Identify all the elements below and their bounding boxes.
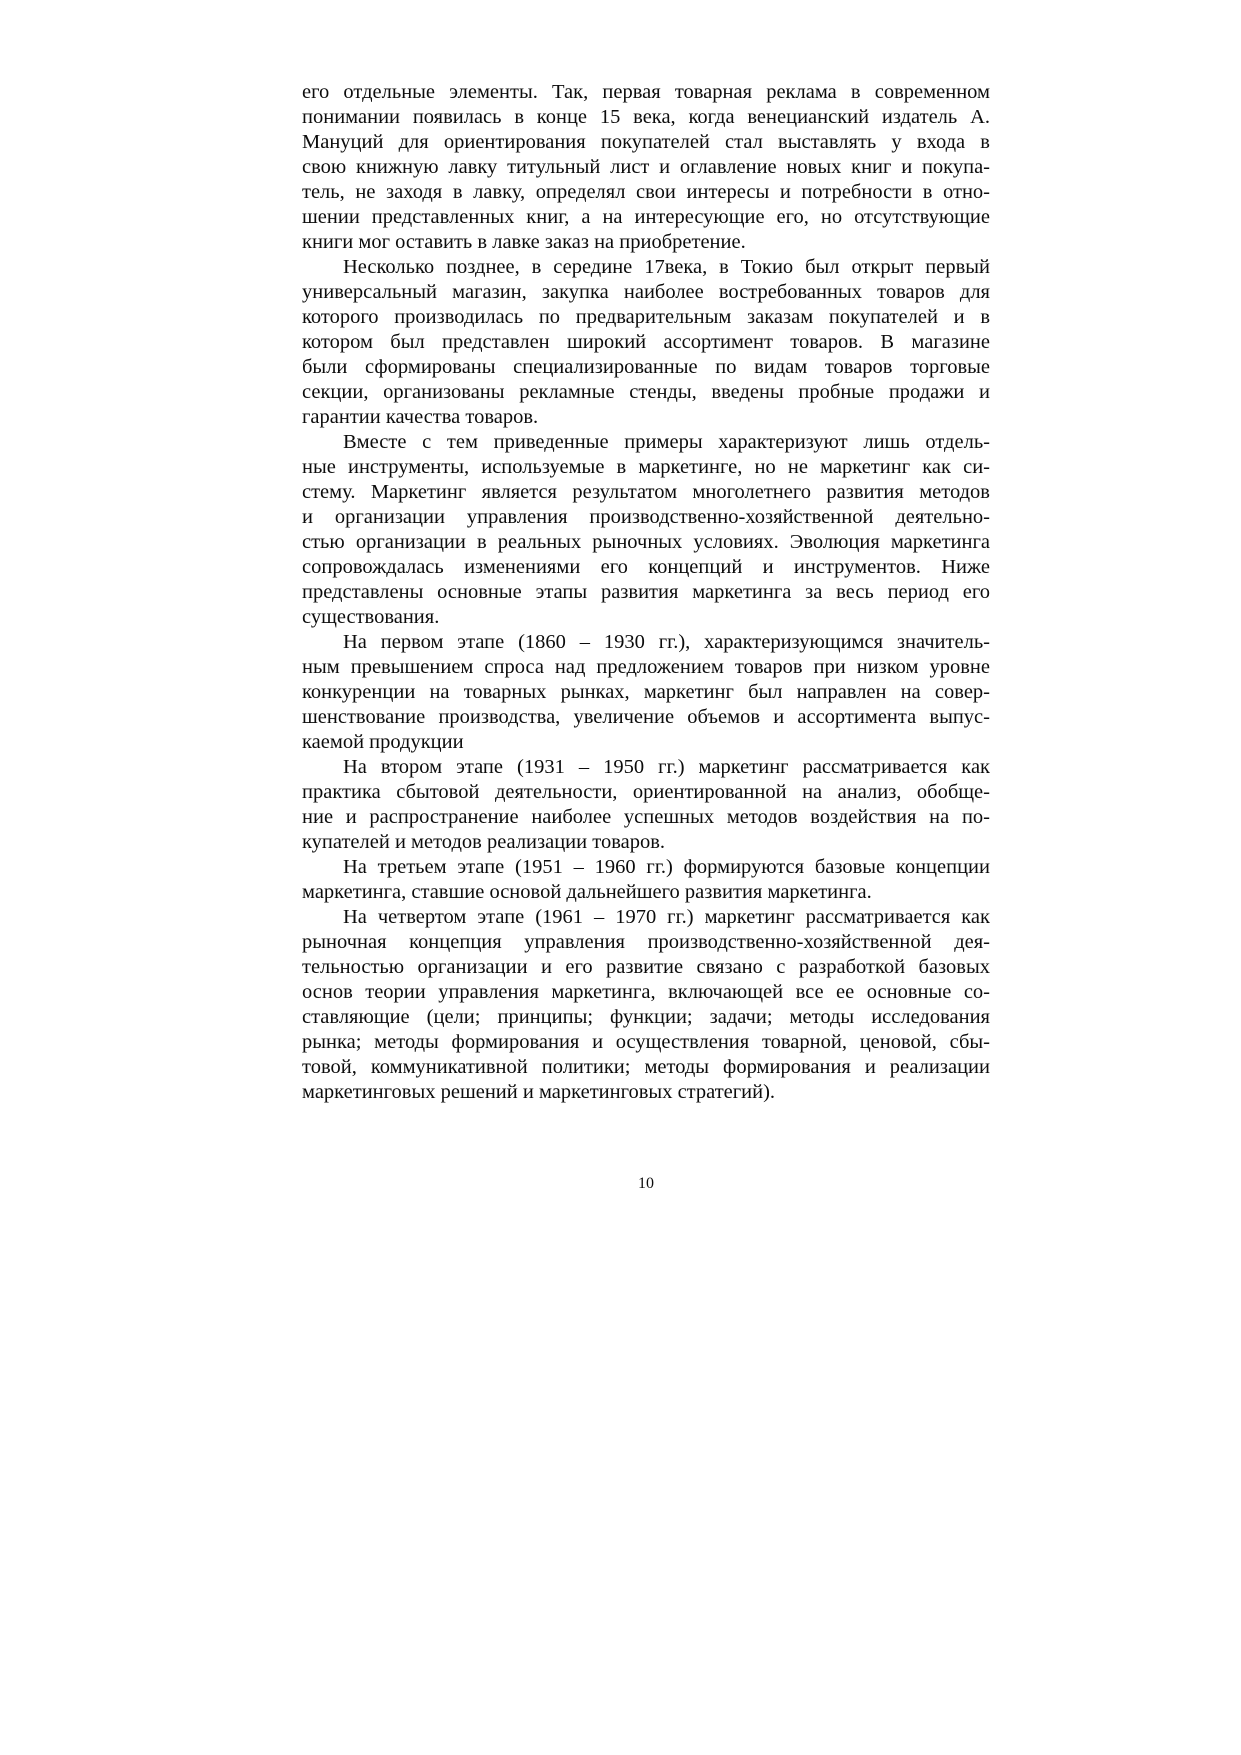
text-line: сопровождалась изменениями его концепций и инструментов. Ниже: [302, 556, 990, 578]
text-line: понимании появилась в конце 15 века, когда венецианский издатель А.: [302, 106, 990, 128]
text-line: шении представленных книг, а на интересующие его, но отсутствующие: [302, 206, 990, 228]
text-line: свою книжную лавку титульный лист и оглавление новых книг и покупа-: [302, 156, 990, 178]
text-line: ные инструменты, используемые в маркетинге, но не маркетинг как си-: [302, 456, 990, 478]
paragraph: [302, 630, 990, 755]
text-line: рынка; методы формирования и осуществления товарной, ценовой, сбы-: [302, 1031, 990, 1053]
text-line: На первом этапе (1860 – 1930 гг.), характеризующимся значитель-: [343, 631, 990, 653]
text-line: Несколько позднее, в середине 17века, в Токио был открыт первый: [343, 256, 990, 278]
page-number: 10: [638, 1175, 654, 1192]
text-line: котором был представлен широкий ассортимент товаров. В магазине: [302, 331, 990, 353]
text-line: стему. Маркетинг является результатом многолетнего развития методов: [302, 481, 990, 503]
text-line: представлены основные этапы развития маркетинга за весь период его: [302, 581, 990, 603]
paragraph: [302, 905, 990, 1105]
text-line: основ теории управления маркетинга, включающей все ее основные со-: [302, 981, 990, 1003]
text-line: Вместе с тем приведенные примеры характеризуют лишь отдель-: [343, 431, 990, 453]
text-line: были сформированы специализированные по видам товаров торговые: [302, 356, 990, 378]
text-line: ставляющие (цели; принципы; функции; задачи; методы исследования: [302, 1006, 990, 1028]
paragraph: [302, 430, 990, 630]
text-line: практика сбытовой деятельности, ориентированной на анализ, обобще-: [302, 781, 990, 803]
paragraph: [302, 855, 990, 905]
text-line: гарантии качества товаров.: [302, 406, 539, 428]
text-line: На третьем этапе (1951 – 1960 гг.) формируются базовые концепции: [343, 856, 990, 878]
text-line: книги мог оставить в лавке заказ на приобретение.: [302, 231, 746, 253]
text-line: которого производилась по предварительным заказам покупателей и в: [302, 306, 990, 328]
body-text: [302, 80, 990, 1105]
text-line: существования.: [302, 606, 440, 628]
text-line: ным превышением спроса над предложением товаров при низком уровне: [302, 656, 990, 678]
text-line: маркетинга, ставшие основой дальнейшего развития маркетинга.: [302, 881, 872, 903]
text-line: На четвертом этапе (1961 – 1970 гг.) маркетинг рассматривается как: [343, 906, 990, 928]
text-line: его отдельные элементы. Так, первая товарная реклама в современном: [302, 81, 990, 103]
text-line: купателей и методов реализации товаров.: [302, 831, 666, 853]
text-line: и организации управления производственно-хозяйственной деятельно-: [302, 506, 990, 528]
paragraph: [302, 755, 990, 855]
text-line: стью организации в реальных рыночных условиях. Эволюция маркетинга: [302, 531, 990, 553]
paragraph: [302, 80, 990, 255]
text-line: На втором этапе (1931 – 1950 гг.) маркетинг рассматривается как: [343, 756, 990, 778]
text-line: Мануций для ориентирования покупателей стал выставлять у входа в: [302, 131, 990, 153]
text-line: тельностью организации и его развитие связано с разработкой базовых: [302, 956, 990, 978]
text-line: тель, не заходя в лавку, определял свои интересы и потребности в отно-: [302, 181, 990, 203]
text-line: товой, коммуникативной политики; методы формирования и реализации: [302, 1056, 990, 1078]
text-line: маркетинговых решений и маркетинговых стратегий).: [302, 1081, 776, 1103]
text-line: секции, организованы рекламные стенды, введены пробные продажи и: [302, 381, 990, 403]
paragraph: [302, 255, 990, 430]
text-line: ние и распространение наиболее успешных методов воздействия на по-: [302, 806, 990, 828]
text-line: универсальный магазин, закупка наиболее востребованных товаров для: [302, 281, 990, 303]
text-line: шенствование производства, увеличение объемов и ассортимента выпус-: [302, 706, 990, 728]
text-line: рыночная концепция управления производственно-хозяйственной дея-: [302, 931, 990, 953]
text-line: конкуренции на товарных рынках, маркетинг был направлен на совер-: [302, 681, 990, 703]
text-line: каемой продукции: [302, 731, 464, 753]
